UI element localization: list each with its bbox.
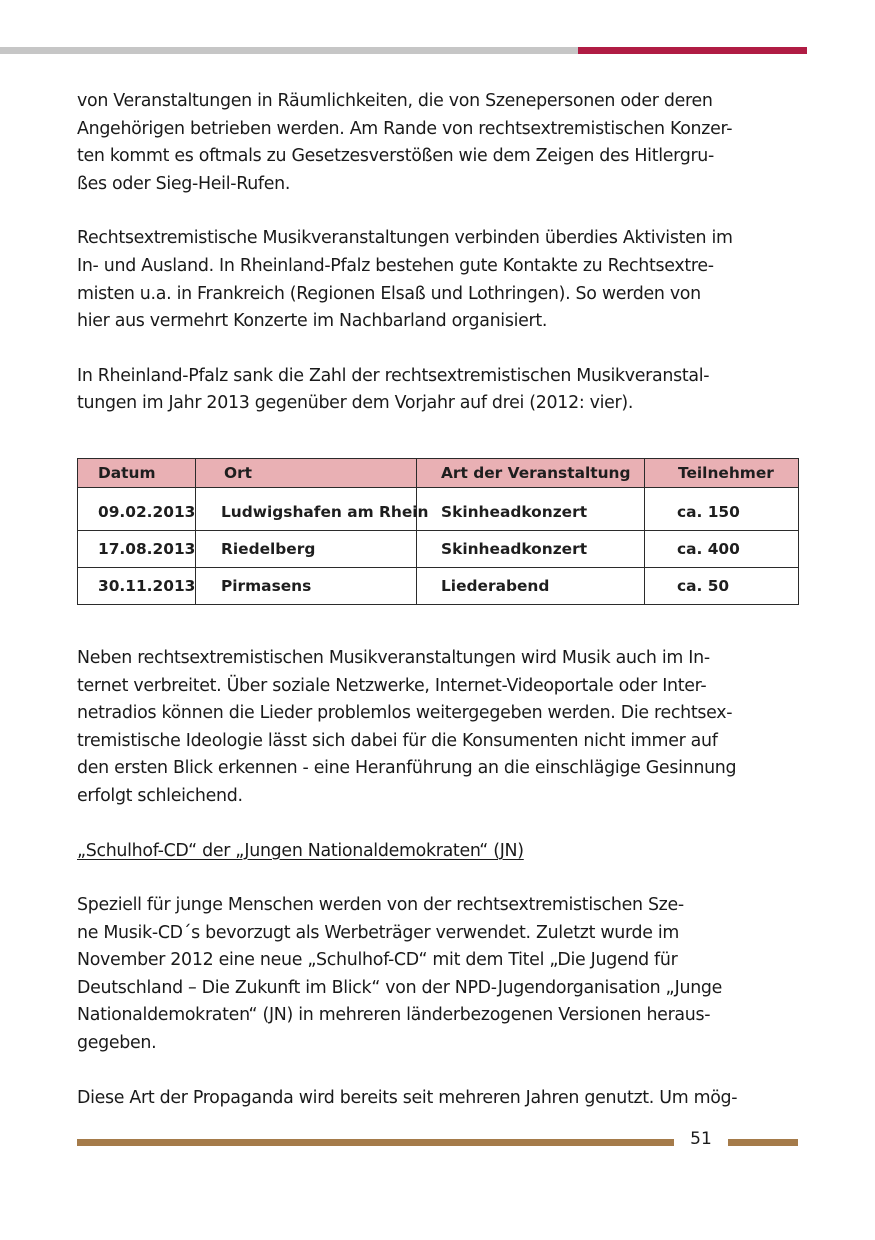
column-header-art: Art der Veranstaltung xyxy=(417,458,645,487)
cell-ort: Riedelberg xyxy=(196,530,417,567)
table-row xyxy=(78,530,799,567)
cell-datum: 17.08.2013 xyxy=(78,530,196,567)
text-line: In- und Ausland. In Rheinland-Pfalz bestehen gute Kontakte zu Rechtsextre- xyxy=(77,255,714,276)
page-number: 51 xyxy=(690,1129,712,1149)
text-line: Neben rechtsextremistischen Musikveranstaltungen wird Musik auch im In- xyxy=(77,647,710,668)
footer-rule-right xyxy=(728,1139,798,1146)
paragraph-internet-music xyxy=(77,645,798,811)
text-line: ten kommt es oftmals zu Gesetzesverstößen wie dem Zeigen des Hitlergru- xyxy=(77,146,714,167)
text-line: Diese Art der Propaganda wird bereits seit mehreren Jahren genutzt. Um mög- xyxy=(77,1087,738,1108)
text-line: ßes oder Sieg-Heil-Rufen. xyxy=(77,173,291,194)
text-line: November 2012 eine neue „Schulhof-CD“ mit dem Titel „Die Jugend für xyxy=(77,950,678,971)
text-line: ne Musik-CD´s bevorzugt als Werbeträger verwendet. Zuletzt wurde im xyxy=(77,922,680,943)
text-line: gegeben. xyxy=(77,1033,157,1054)
text-line: tungen im Jahr 2013 gegenüber dem Vorjahr auf drei (2012: vier). xyxy=(77,393,634,414)
text-line: den ersten Blick erkennen - eine Heranführung an die einschlägige Gesinnung xyxy=(77,758,737,779)
text-line: Nationaldemokraten“ (JN) in mehreren länderbezogenen Versionen heraus- xyxy=(77,1005,711,1026)
cell-datum: 09.02.2013 xyxy=(78,487,196,530)
cell-ort: Pirmasens xyxy=(196,567,417,604)
header-rule-grey xyxy=(0,47,578,54)
page-content xyxy=(77,88,798,1112)
paragraph-schulhof-cd xyxy=(77,892,798,1058)
cell-datum: 30.11.2013 xyxy=(78,567,196,604)
cell-art: Skinheadkonzert xyxy=(417,487,645,530)
column-header-ort: Ort xyxy=(196,458,417,487)
text-line: von Veranstaltungen in Räumlichkeiten, die von Szenepersonen oder deren xyxy=(77,91,713,111)
text-line: misten u.a. in Frankreich (Regionen Elsaß und Lothringen). So werden von xyxy=(77,283,701,304)
paragraph-event-count xyxy=(77,363,798,418)
table-row xyxy=(78,567,799,604)
cell-art: Liederabend xyxy=(417,567,645,604)
events-table xyxy=(77,458,799,605)
cell-teilnehmer: ca. 400 xyxy=(645,530,799,567)
paragraph-propaganda xyxy=(77,1085,798,1113)
text-line: Speziell für junge Menschen werden von der rechtsextremistischen Sze- xyxy=(77,895,684,916)
cell-teilnehmer: ca. 150 xyxy=(645,487,799,530)
text-line: hier aus vermehrt Konzerte im Nachbarland organisiert. xyxy=(77,311,548,332)
text-line: erfolgt schleichend. xyxy=(77,785,243,806)
header-rule-accent xyxy=(578,47,807,54)
text-line: tremistische Ideologie lässt sich dabei für die Konsumenten nicht immer auf xyxy=(77,730,718,751)
text-line: Deutschland – Die Zukunft im Blick“ von der NPD-Jugendorganisation „Junge xyxy=(77,977,723,998)
text-line: netradios können die Lieder problemlos weitergegeben werden. Die rechtsex- xyxy=(77,703,733,724)
text-line: Rechtsextremistische Musikveranstaltungen verbinden überdies Aktivisten im xyxy=(77,228,733,249)
table-header-row xyxy=(78,458,799,487)
cell-art: Skinheadkonzert xyxy=(417,530,645,567)
text-line: Angehörigen betrieben werden. Am Rande von rechtsextremistischen Konzer- xyxy=(77,118,733,139)
paragraph-venues xyxy=(77,88,798,198)
column-header-teilnehmer: Teilnehmer xyxy=(645,458,799,487)
text-line: In Rheinland-Pfalz sank die Zahl der rechtsextremistischen Musikveranstal- xyxy=(77,365,710,386)
table-row xyxy=(78,487,799,530)
cell-ort: Ludwigshafen am Rhein xyxy=(196,487,417,530)
text-line: ternet verbreitet. Über soziale Netzwerke, Internet-Videoportale oder Inter- xyxy=(77,675,707,696)
cell-teilnehmer: ca. 50 xyxy=(645,567,799,604)
section-heading: „Schulhof-CD“ der „Jungen Nationaldemokraten“ (JN) xyxy=(77,840,524,861)
footer-rule-left xyxy=(77,1139,674,1146)
column-header-datum: Datum xyxy=(78,458,196,487)
paragraph-international-contacts xyxy=(77,225,798,335)
